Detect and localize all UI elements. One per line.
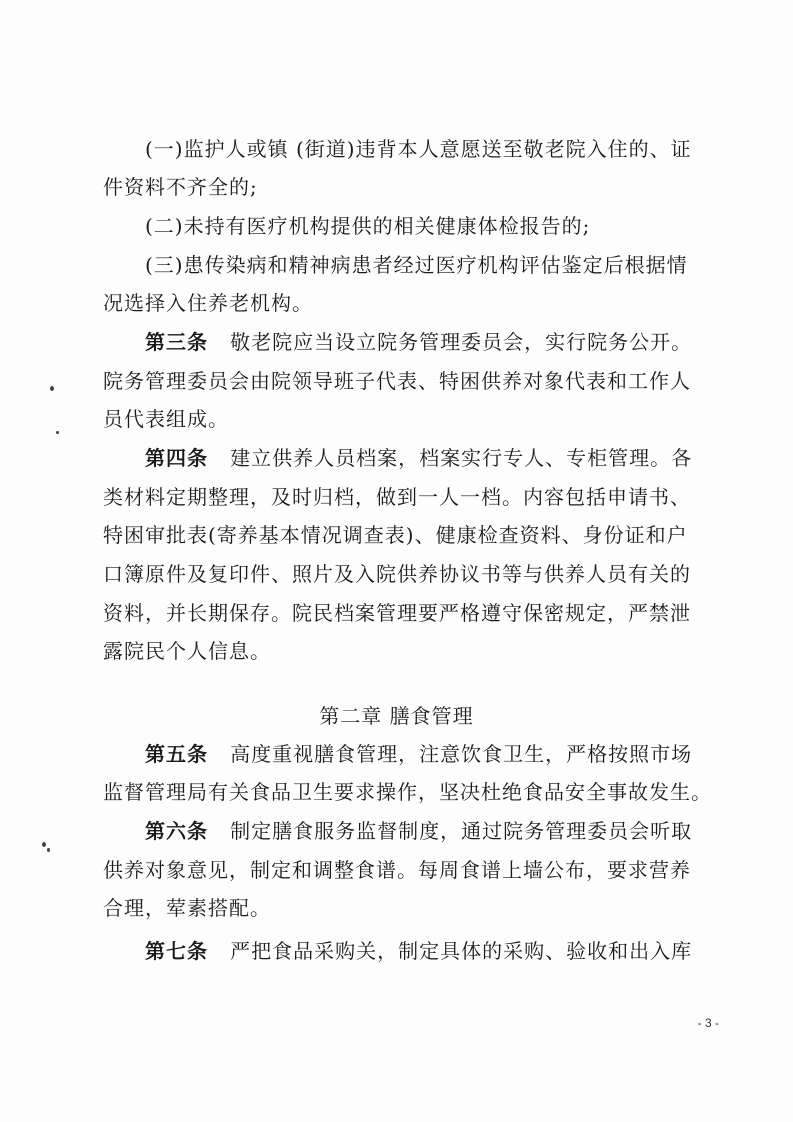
scan-speck bbox=[47, 848, 50, 852]
article-3-label: 第三条 bbox=[145, 330, 208, 354]
article-5-line-1 bbox=[103, 738, 692, 771]
article-4-text: 建立供养人员档案，档案实行专人、专柜管理。各 bbox=[230, 446, 693, 470]
item-1-line: (一)监护人或镇 (街道)违背本人意愿送至敬老院入住的、证 bbox=[145, 137, 692, 161]
scan-speck bbox=[50, 386, 54, 391]
article-6-label: 第六条 bbox=[145, 819, 208, 843]
item-3-continued: 况选择入住养老机构。 bbox=[103, 291, 313, 315]
article-4-line-6: 露院民个人信息。 bbox=[103, 639, 271, 663]
item-2-line: (二)未持有医疗机构提供的相关健康体检报告的; bbox=[145, 214, 591, 238]
article-6-line-1 bbox=[103, 815, 692, 848]
item-1-continued: 件资料不齐全的; bbox=[103, 175, 258, 199]
article-6-line-3: 合理，荤素搭配。 bbox=[103, 896, 271, 920]
article-4-label: 第四条 bbox=[145, 446, 208, 470]
article-5-text: 高度重视膳食管理，注意饮食卫生，严格按照市场 bbox=[230, 742, 693, 766]
article-5-label: 第五条 bbox=[145, 742, 208, 766]
article-4-line-5: 资料，并长期保存。院民档案管理要严格遵守保密规定，严禁泄 bbox=[103, 601, 691, 625]
article-3-text: 敬老院应当设立院务管理委员会，实行院务公开。 bbox=[230, 330, 693, 354]
article-7-line-1 bbox=[103, 935, 692, 968]
scan-speck bbox=[56, 431, 59, 434]
article-5-line-2: 监督管理局有关食品卫生要求操作，坚决杜绝食品安全事故发生。 bbox=[103, 780, 712, 804]
scan-speck bbox=[42, 842, 46, 847]
article-3-line-3: 员代表组成。 bbox=[103, 407, 229, 431]
article-7-label: 第七条 bbox=[145, 939, 208, 963]
item-3-line: (三)患传染病和精神病患者经过医疗机构评估鉴定后根据情 bbox=[145, 253, 688, 277]
chapter-title: 第二章 膳食管理 bbox=[319, 704, 474, 728]
article-7-text: 严把食品采购关，制定具体的采购、验收和出入库 bbox=[230, 939, 693, 963]
article-4-line-2: 类材料定期整理，及时归档，做到一人一档。内容包括申请书、 bbox=[103, 485, 691, 509]
article-3-line-2: 院务管理委员会由院领导班子代表、特困供养对象代表和工作人 bbox=[103, 369, 691, 393]
article-3-line-1 bbox=[103, 326, 692, 359]
article-6-text: 制定膳食服务监督制度，通过院务管理委员会听取 bbox=[230, 819, 693, 843]
article-4-line-4: 口簿原件及复印件、照片及入院供养协议书等与供养人员有关的 bbox=[103, 562, 691, 586]
page-number: - 3 - bbox=[697, 1016, 719, 1030]
article-6-line-2: 供养对象意见，制定和调整食谱。每周食谱上墙公布，要求营养 bbox=[103, 858, 691, 882]
article-4-line-1 bbox=[103, 442, 692, 475]
article-4-line-3: 特困审批表(寄养基本情况调查表)、健康检查资料、身份证和户 bbox=[103, 523, 688, 547]
